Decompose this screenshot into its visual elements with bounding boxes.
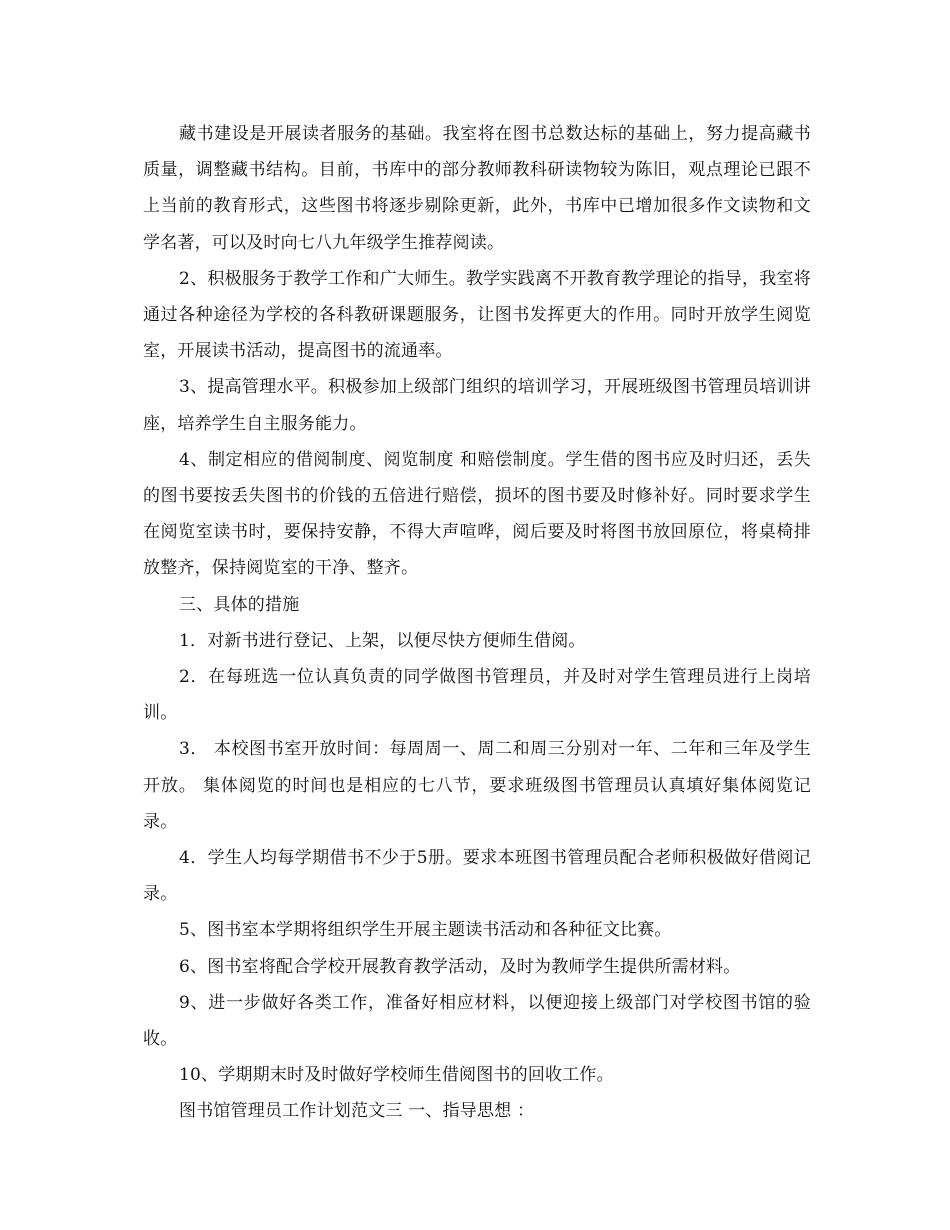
paragraph-serve-teaching: 2、积极服务于教学工作和广大师生。教学实践离不开教育教学理论的指导，我室将通过各种途径为学校的各科教研课题服务，让图书发挥更大的作用。同时开放学生阅览室，开展读书活动，提高图书的流通率。 bbox=[143, 268, 811, 362]
paragraph-management-level: 3、提高管理水平。积极参加上级部门组织的培训学习，开展班级图书管理员培训讲座，培养学生自主服务能力。 bbox=[143, 377, 811, 434]
paragraph-measure-3: 3． 本校图书室开放时间：每周周一、周二和周三分别对一年、二年和三年及学生开放。 集体阅览的时间也是相应的七八节，要求班级图书管理员认真填好集体阅览记录。 bbox=[143, 739, 811, 832]
paragraph-lending-rules: 4、制定相应的借阅制度、阅览制度 和赔偿制度。学生借的图书应及时归还，丢失的图书要按丢失图书的价钱的五倍进行赔偿，损坏的图书要及时修补好。同时要求学生在阅览室读书时，要保持安静，不得大声喧哗，阅后要及时将图书放回原位，将桌椅排放整齐，保持阅览室的干净、整齐。 bbox=[143, 449, 811, 579]
paragraph-measure-2: 2．在每班选一位认真负责的同学做图书管理员，并及时对学生管理员进行上岗培训。 bbox=[143, 667, 811, 724]
section-heading-measures: 三、具体的措施 bbox=[179, 594, 300, 615]
paragraph-measure-1: 1．对新书进行登记、上架，以便尽快方便师生借阅。 bbox=[179, 630, 586, 651]
paragraph-measure-6: 6、图书室将配合学校开展教育教学活动，及时为教师学生提供所需材料。 bbox=[179, 956, 741, 977]
paragraph-measure-4: 4．学生人均每学期借书不少于5册。要求本班图书管理员配合老师积极做好借阅记录。 bbox=[143, 848, 811, 905]
document-body bbox=[143, 116, 811, 1130]
paragraph-sample-three-heading: 图书馆管理员工作计划范文三 一、指导思想 ： bbox=[179, 1101, 535, 1122]
paragraph-collection-building: 藏书建设是开展读者服务的基础。我室将在图书总数达标的基础上，努力提高藏书质量，调整藏书结构。目前，书库中的部分教师教科研读物较为陈旧，观点理论已跟不上当前的教育形式，这些图书将逐步剔除更新，此外，书库中已增加很多作文读物和文学名著，可以及时向七八九年级学生推荐阅读。 bbox=[143, 124, 811, 253]
paragraph-measure-9: 9、进一步做好各类工作，准备好相应材料，以便迎接上级部门对学校图书馆的验收。 bbox=[143, 992, 811, 1050]
paragraph-measure-5: 5、图书室本学期将组织学生开展主题读书活动和各种征文比赛。 bbox=[179, 920, 672, 941]
paragraph-measure-10: 10、学期期末时及时做好学校师生借阅图书的回收工作。 bbox=[179, 1065, 614, 1086]
